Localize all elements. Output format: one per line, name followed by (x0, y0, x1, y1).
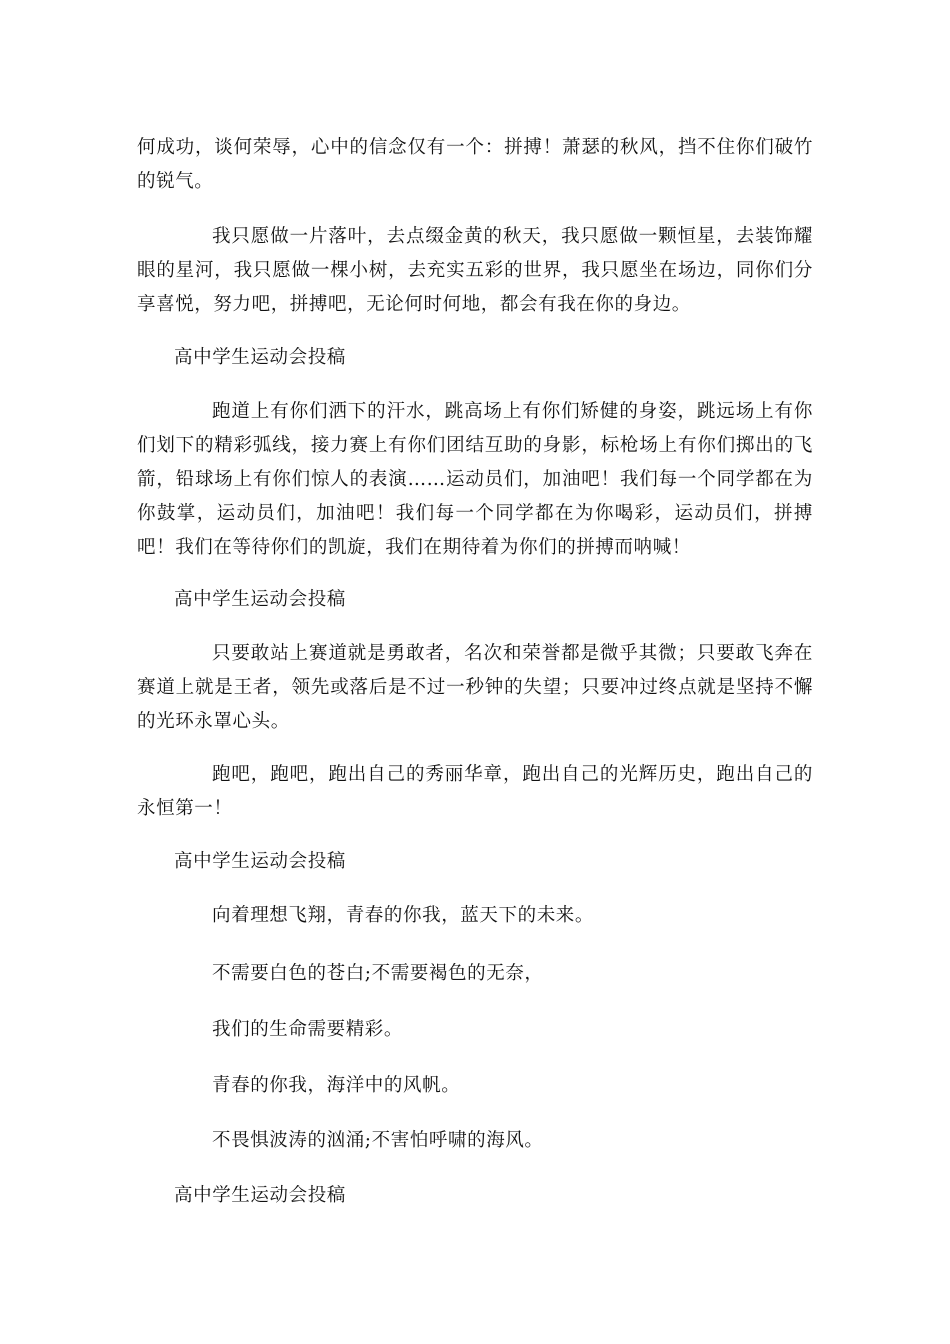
paragraph-run: 跑吧，跑吧，跑出自己的秀丽华章，跑出自己的光辉历史，跑出自己的永恒第一！ (137, 764, 813, 819)
poem-line-5: 不畏惧波涛的汹涌;不害怕呼啸的海风。 (212, 1130, 544, 1151)
paragraph-fallen-leaf: 我只愿做一片落叶，去点缀金黄的秋天，我只愿做一颗恒星，去装饰耀眼的星河，我只愿做一棵小树，去充实五彩的世界，我只愿坐在场边，同你们分享喜悦，努力吧，拼搏吧，无论何时何地，都会有我在你的身边。 (137, 226, 813, 315)
paragraph-continuation: 何成功，谈何荣辱，心中的信念仅有一个：拼搏！萧瑟的秋风，挡不住你们破竹的锐气。 (137, 137, 813, 192)
paragraph-brave-runner: 只要敢站上赛道就是勇敢者，名次和荣誉都是微乎其微；只要敢飞奔在赛道上就是王者，领先或落后是不过一秒钟的失望；只要冲过终点就是坚持不懈的光环永罩心头。 (137, 643, 813, 732)
section-heading-2: 高中学生运动会投稿 (174, 589, 346, 610)
poem-line-2: 不需要白色的苍白;不需要褐色的无奈， (212, 963, 544, 984)
poem-line-3: 我们的生命需要精彩。 (212, 1019, 404, 1040)
section-heading-1: 高中学生运动会投稿 (174, 347, 346, 368)
paragraph-track-field: 跑道上有你们洒下的汗水，跳高场上有你们矫健的身姿，跳远场上有你们划下的精彩弧线，接力赛上有你们团结互助的身影，标枪场上有你们掷出的飞箭，铅球场上有你们惊人的表演……运动员们，加油吧！我们每一个同学都在为你鼓掌，运动员们，加油吧！我们每一个同学都在为你喝彩，运动员们，拼搏吧！我们在等待你们的凯旋，我们在期待着为你们的拼搏而呐喊！ (137, 401, 813, 558)
section-heading-4: 高中学生运动会投稿 (174, 1185, 346, 1206)
section-heading-3: 高中学生运动会投稿 (174, 851, 346, 872)
poem-line-1: 向着理想飞翔，青春的你我，蓝天下的未来。 (212, 905, 595, 926)
poem-line-4: 青春的你我，海洋中的风帆。 (212, 1075, 461, 1096)
